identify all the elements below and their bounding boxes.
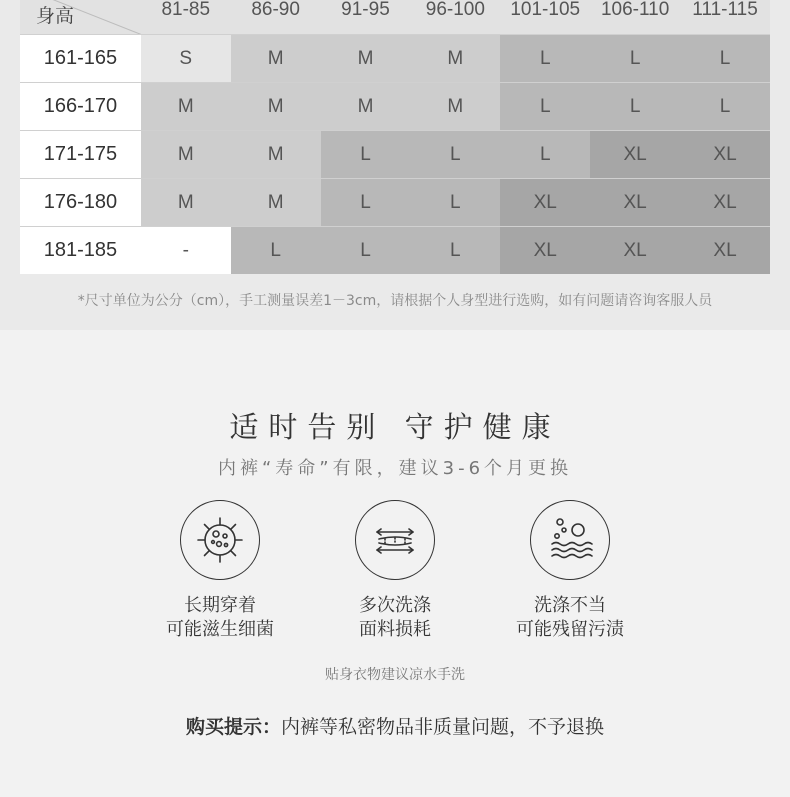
feature-line2: 可能滋生细菌	[166, 619, 274, 640]
size-table	[20, 0, 770, 274]
notice-text: 内裤等私密物品非质量问题，不予退换	[281, 716, 605, 738]
size-cell: L	[680, 35, 770, 83]
size-cell: M	[321, 83, 411, 131]
height-axis-label: 身高	[36, 5, 75, 27]
table-row	[20, 83, 770, 131]
care-title: 适时告别 守护健康	[229, 410, 561, 444]
feature-line1: 长期穿着	[184, 595, 256, 616]
size-cell: XL	[590, 227, 680, 275]
bubbles-water-icon	[530, 500, 610, 580]
size-cell: XL	[500, 179, 590, 227]
size-chart-panel	[0, 0, 790, 330]
size-cell: M	[141, 131, 231, 179]
height-cell: 181-185	[20, 227, 141, 275]
size-cell: L	[680, 83, 770, 131]
size-cell: M	[410, 83, 500, 131]
size-cell: M	[231, 131, 321, 179]
notice-label: 购买提示：	[185, 716, 281, 738]
size-note: *尺寸单位为公分（cm），手工测量误差1－3cm，请根据个人身型进行选购，如有问题请咨询客服人员	[77, 293, 713, 309]
wash-tip: 贴身衣物建议凉水手洗	[325, 667, 465, 683]
table-header-row	[20, 0, 770, 35]
weight-header: 91-95	[321, 0, 411, 35]
height-cell: 161-165	[20, 35, 141, 83]
size-cell: M	[321, 35, 411, 83]
care-subtitle: 内裤“寿命”有限，建议3-6个月更换	[217, 458, 573, 479]
size-cell: XL	[680, 227, 770, 275]
feature-line1: 多次洗涤	[359, 595, 431, 616]
weight-header: 86-90	[231, 0, 321, 35]
size-cell: M	[231, 83, 321, 131]
size-cell: M	[410, 35, 500, 83]
table-body	[20, 35, 770, 275]
size-cell: L	[410, 227, 500, 275]
table-row	[20, 227, 770, 275]
size-cell: M	[231, 179, 321, 227]
feature-line2: 面料损耗	[359, 619, 431, 640]
size-cell: L	[321, 227, 411, 275]
size-cell: L	[321, 131, 411, 179]
size-cell: XL	[590, 131, 680, 179]
weight-header: 101-105	[500, 0, 590, 35]
height-cell: 166-170	[20, 83, 141, 131]
feature-stains	[480, 500, 660, 642]
weight-header: 111-115	[680, 0, 770, 35]
size-cell: M	[141, 83, 231, 131]
size-cell: XL	[680, 179, 770, 227]
table-row	[20, 131, 770, 179]
size-cell: L	[500, 83, 590, 131]
size-cell: L	[500, 131, 590, 179]
size-cell: XL	[680, 131, 770, 179]
bacteria-icon	[180, 500, 260, 580]
size-cell: L	[590, 83, 680, 131]
size-cell: XL	[590, 179, 680, 227]
size-cell: S	[141, 35, 231, 83]
size-cell: L	[410, 131, 500, 179]
height-cell: 171-175	[20, 131, 141, 179]
size-cell: L	[500, 35, 590, 83]
table-corner-cell	[20, 0, 141, 35]
size-cell: -	[141, 227, 231, 275]
size-cell: M	[231, 35, 321, 83]
feature-fabric	[305, 500, 485, 642]
weight-header: 96-100	[410, 0, 500, 35]
table-row	[20, 35, 770, 83]
size-cell: L	[321, 179, 411, 227]
size-cell: XL	[500, 227, 590, 275]
size-cell: M	[141, 179, 231, 227]
height-cell: 176-180	[20, 179, 141, 227]
weight-header: 106-110	[590, 0, 680, 35]
purchase-notice	[0, 712, 790, 739]
size-cell: L	[590, 35, 680, 83]
weight-header: 81-85	[141, 0, 231, 35]
size-cell: L	[410, 179, 500, 227]
feature-line2: 可能残留污渍	[516, 619, 624, 640]
feature-line1: 洗涤不当	[534, 595, 606, 616]
stretched-fabric-icon	[355, 500, 435, 580]
size-cell: L	[231, 227, 321, 275]
table-row	[20, 179, 770, 227]
feature-bacteria	[130, 500, 310, 642]
